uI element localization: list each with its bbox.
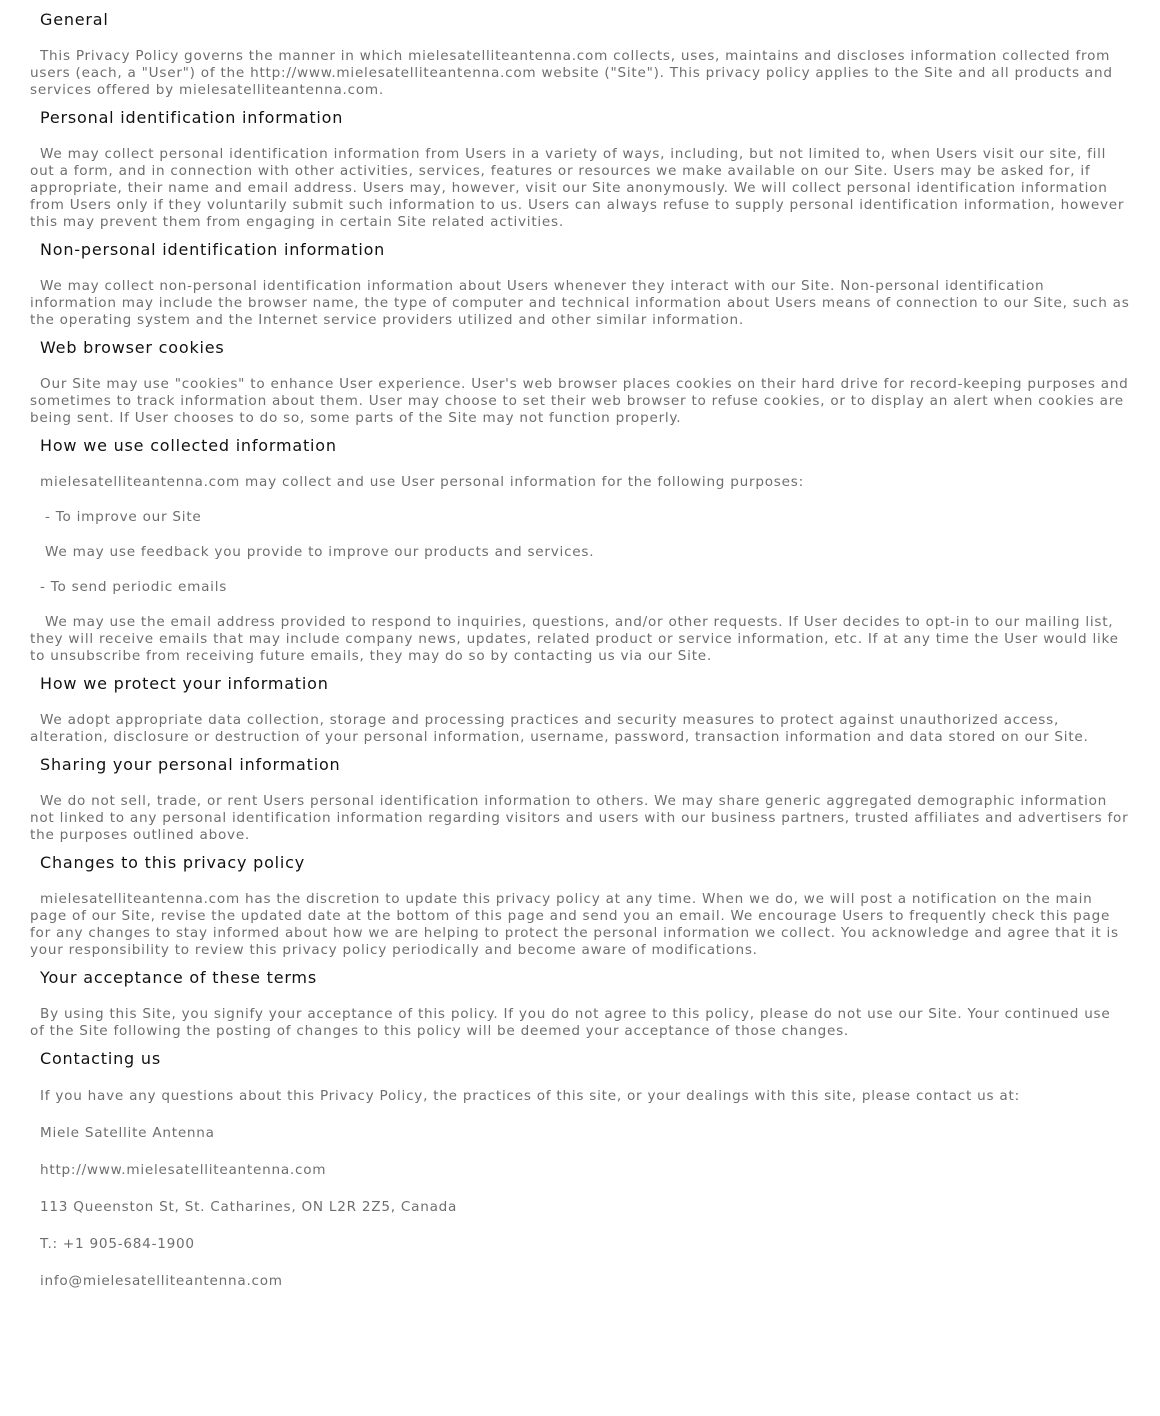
section-web-browser-cookies <box>30 338 1130 427</box>
heading-contacting-us: Contacting us <box>40 1049 161 1068</box>
section-sharing <box>30 755 1130 844</box>
paragraph-web-browser-cookies: Our Site may use "cookies" to enhance User experience. User's web browser places cookies on their hard drive for record-keeping purposes and sometimes to track information about them. User may choose to set their web browser to refuse cookies, or to display an alert when cookies are being sent. If User chooses to do so, some parts of the Site may not function properly. <box>30 376 1129 426</box>
heading-acceptance: Your acceptance of these terms <box>40 968 317 987</box>
paragraph-improve-site: We may use feedback you provide to improve our products and services. <box>45 544 595 560</box>
heading-personal-identification: Personal identification information <box>40 108 344 127</box>
contact-website-link[interactable]: http://www.mielesatelliteantenna.com <box>40 1162 327 1178</box>
section-general <box>30 10 1130 99</box>
paragraph-use-intro: mielesatelliteantenna.com may collect and use User personal information for the following purposes: <box>40 474 804 490</box>
paragraph-contact-intro: If you have any questions about this Privacy Policy, the practices of this site, or your dealings with this site, please contact us at: <box>40 1088 1020 1104</box>
paragraph-changes: mielesatelliteantenna.com has the discretion to update this privacy policy at any time. When we do, we will post a notification on the main page of our Site, revise the updated date at the bottom of this page and send you an email. We encourage Users to frequently check this page for any changes to stay informed about how we are helping to protect the personal information we collect. You acknowledge and agree that it is your responsibility to review this privacy policy periodically and become aware of modifications. <box>30 891 1119 958</box>
section-changes <box>30 853 1130 959</box>
paragraph-how-we-protect: We adopt appropriate data collection, storage and processing practices and security measures to protect against unauthorized access, alteration, disclosure or destruction of your personal information, username, password, transaction information and data stored on our Site. <box>30 712 1089 745</box>
section-non-personal-identification <box>30 240 1130 329</box>
list-item-improve-site: - To improve our Site <box>45 509 202 525</box>
contact-phone: T.: +1 905-684-1900 <box>40 1236 195 1252</box>
list-item-periodic-emails: - To send periodic emails <box>40 579 228 595</box>
heading-sharing: Sharing your personal information <box>40 755 341 774</box>
heading-changes: Changes to this privacy policy <box>40 853 306 872</box>
heading-non-personal-identification: Non-personal identification information <box>40 240 386 259</box>
contact-address: 113 Queenston St, St. Catharines, ON L2R 2Z5, Canada <box>40 1199 458 1215</box>
section-how-we-use <box>30 436 1130 665</box>
heading-general: General <box>40 10 109 29</box>
heading-how-we-protect: How we protect your information <box>40 674 329 693</box>
contact-email-link[interactable]: info@mielesatelliteantenna.com <box>40 1273 283 1289</box>
section-how-we-protect <box>30 674 1130 746</box>
contact-company-name: Miele Satellite Antenna <box>40 1125 215 1141</box>
section-contacting-us <box>30 1049 1130 1291</box>
paragraph-periodic-emails: We may use the email address provided to respond to inquiries, questions, and/or other requests. If User decides to opt-in to our mailing list, they will receive emails that may include company news, updates, related product or service information, etc. If at any time the User would like to unsubscribe from receiving future emails, they may do so by contacting us via our Site. <box>30 614 1119 664</box>
paragraph-non-personal-identification: We may collect non-personal identification information about Users whenever they interact with our Site. Non-personal identification information may include the browser name, the type of computer and technical information about Users means of connection to our Site, such as the operating system and the Internet service providers utilized and other similar information. <box>30 278 1130 328</box>
paragraph-acceptance: By using this Site, you signify your acceptance of this policy. If you do not agree to this policy, please do not use our Site. Your continued use of the Site following the posting of changes to this policy will be deemed your acceptance of those changes. <box>30 1006 1111 1039</box>
heading-web-browser-cookies: Web browser cookies <box>40 338 225 357</box>
paragraph-personal-identification: We may collect personal identification information from Users in a variety of ways, including, but not limited to, when Users visit our site, fill out a form, and in connection with other activities, services, features or resources we make available on our Site. Users may be asked for, if appropriate, their name and email address. Users may, however, visit our Site anonymously. We will collect personal identification information from Users only if they voluntarily submit such information to us. Users can always refuse to supply personal identification information, however this may prevent them from engaging in certain Site related activities. <box>30 146 1125 230</box>
section-personal-identification <box>30 108 1130 231</box>
paragraph-sharing: We do not sell, trade, or rent Users personal identification information to others. We may share generic aggregated demographic information not linked to any personal identification information regarding visitors and users with our business partners, trusted affiliates and advertisers for the purposes outlined above. <box>30 793 1129 843</box>
heading-how-we-use: How we use collected information <box>40 436 337 455</box>
section-acceptance <box>30 968 1130 1040</box>
privacy-policy-document <box>30 0 1130 1291</box>
paragraph-general: This Privacy Policy governs the manner in which mielesatelliteantenna.com collects, uses, maintains and discloses information collected from users (each, a "User") of the http://www.mielesatelliteantenna.com website ("Site"). This privacy policy applies to the Site and all products and services offered by mielesatelliteantenna.com. <box>30 48 1113 98</box>
